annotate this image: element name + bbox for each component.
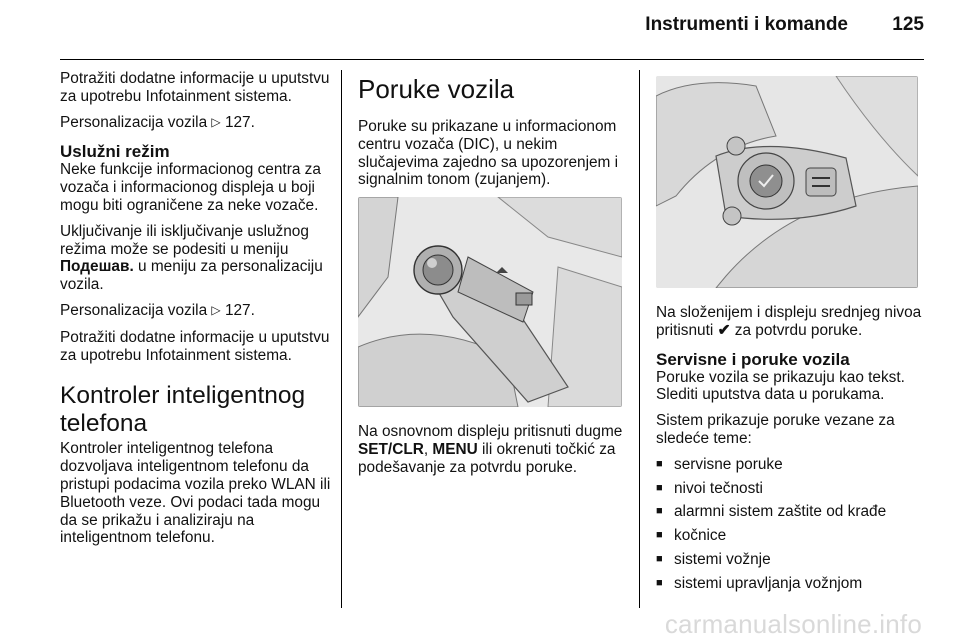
page-reference-arrow-icon: ▷ (211, 114, 221, 129)
page-header-title: Instrumenti i komande (645, 14, 848, 35)
service-toggle-text-end: u meniju za personalizaciju vozila. (60, 258, 323, 294)
paragraph-messages-intro: Poruke su prikazane u informacionom centru vozača (DIC), u nekim slučajevima zajedno sa upozorenjem i signalnim tonom (zujanjem). (358, 118, 619, 189)
paragraph-infotainment-ref: Potražiti dodatne informacije u uputstvu za upotrebu Infotainment sistema. (60, 70, 330, 105)
advanced-display-text: Na složenijem i displeju srednjeg nivoa pritisnuti (656, 304, 922, 339)
menu-button-name: MENU (432, 440, 478, 458)
paragraph-personalization-ref-2 (60, 302, 332, 321)
stalk-illustration (358, 197, 622, 407)
settings-menu-name: Подешав. (60, 258, 134, 276)
list-item: ■ sistemi upravljanja vožnjom (656, 575, 928, 593)
page-reference-arrow-icon: ▷ (211, 302, 221, 317)
service-toggle-text: Uključivanje ili isključivanje uslužnog režima može se podesiti u meniju (60, 222, 309, 258)
column-right (656, 70, 928, 599)
list-item: ■ alarmni sistem zaštite od krađe (656, 503, 928, 521)
heading-vehicle-messages: Poruke vozila (358, 74, 515, 104)
list-item: ■ sistemi vožnje (656, 551, 928, 569)
paragraph-infotainment-ref-2: Potražiti dodatne informacije u uputstvu za upotrebu Infotainment sistema. (60, 328, 330, 364)
page-reference: 127. (224, 113, 255, 131)
column-divider-2 (639, 70, 640, 608)
advanced-display-text-end: za potvrdu poruke. (734, 321, 863, 339)
personalization-text-2: Personalizacija vozila (60, 301, 208, 319)
turn-signal-stalk-image (358, 197, 622, 407)
steering-wheel-illustration (656, 76, 918, 288)
list-item: ■ nivoi tečnosti (656, 480, 928, 498)
paragraph-service-mode: Neke funkcije informacionog centra za vozača i informacionog displeja u boji mogu biti ograničene za neke vozače. (60, 161, 321, 214)
page-reference-2: 127. (224, 301, 255, 319)
heading-smartphone-controller: Kontroler inteligentnog telefona (60, 382, 306, 438)
column-left (60, 70, 332, 555)
set-clr-button-name: SET/CLR (358, 440, 424, 458)
list-item: ■ kočnice (656, 527, 928, 545)
paragraph-smartphone-controller: Kontroler inteligentnog telefona dozvoljava inteligentnom telefonu da pristupi podacima vozila preko WLAN ili Bluetooth veze. Ovi podaci tada mogu da se prikažu i analiziraju na inteligentnom telefonu. (60, 440, 331, 547)
basic-display-text-end: ili okrenuti točkić za podešavanje za potvrdu poruke. (358, 440, 616, 476)
paragraph-basic-display (358, 423, 623, 476)
paragraph-topics-intro: Sistem prikazuje poruke vezane za sledeće teme: (656, 412, 895, 447)
column-middle (358, 70, 623, 485)
topics-list (656, 456, 928, 593)
page-number: 125 (892, 14, 924, 35)
column-divider-1 (341, 70, 342, 608)
list-item: ■ servisne poruke (656, 456, 928, 474)
watermark: carmanualsonline.info (664, 609, 922, 639)
header-divider (60, 59, 924, 60)
paragraph-messages-as-text: Poruke vozila se prikazuju kao tekst. Slediti uputstva data u porukama. (656, 368, 905, 404)
paragraph-personalization-ref (60, 114, 332, 133)
basic-display-text: Na osnovnom displeju pritisnuti dugme (358, 423, 623, 441)
steering-wheel-controls-image (656, 76, 918, 288)
paragraph-service-toggle (60, 223, 332, 294)
checkmark-icon: ✔ (717, 321, 731, 339)
separator-comma: , (423, 440, 429, 458)
paragraph-advanced-display (656, 304, 928, 340)
heading-service-messages: Servisne i poruke vozila (656, 349, 850, 369)
personalization-text: Personalizacija vozila (60, 113, 208, 131)
heading-service-mode: Uslužni režim (60, 142, 170, 162)
